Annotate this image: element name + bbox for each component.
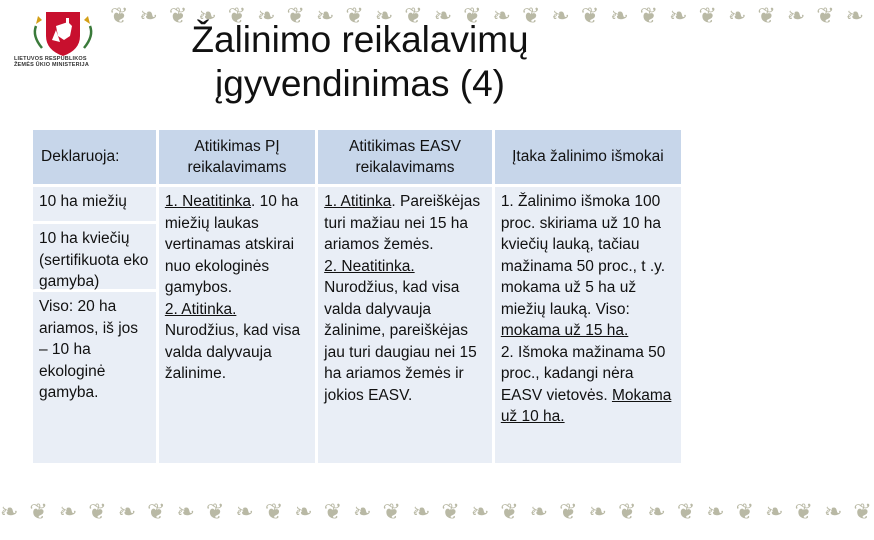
declares-column [33,187,156,463]
easv-point-1-status: 1. Atitinka [324,193,392,210]
impact-point-2-result: Mokama už 10 ha. [500,386,672,425]
pi-point-1-status: 1. Neatitinka [164,193,252,210]
payment-impact-cell [495,187,681,463]
declares-total: Viso: 20 ha ariamos, iš jos – 10 ha ekologinė gamyba. [33,292,156,463]
pi-point-2-status: 2. Atitinka. [164,300,237,318]
coat-of-arms-icon [8,6,118,58]
impact-point-1-result: mokama už 15 ha. [500,322,629,339]
header-payment-impact: Įtaka žalinimo išmokai [495,130,681,187]
impact-point-2-text: 2. Išmoka mažinama 50 proc., kadangi nėra EASV vietovės. [500,343,666,404]
table-row [33,187,681,463]
ministry-logo-text [14,56,118,68]
header-declares: Deklaruoja: [33,130,156,187]
logo-line-1: LIETUVOS RESPUBLIKOS [14,56,87,62]
decorative-border-bottom: ❧ ❦ ❧ ❦ ❧ ❦ ❧ ❦ ❧ ❦ ❧ ❦ ❧ ❦ ❧ ❦ ❧ ❦ ❧ ❦ ❧ ❦ ❧ ❦ ❧ ❦ ❧ ❦ ❧ ❦ [0,500,874,525]
easv-point-2-status: 2. Neatitinka. [324,257,415,275]
title-line-1: Žalinimo reikalavimų [191,19,529,60]
pi-point-1-text: . 10 ha miežių laukas vertinamas atskirai nuo ekologinės gamybos. [164,193,299,296]
requirements-table [30,130,684,463]
header-pi-compliance: Atitikimas PĮ reikalavimams [159,130,315,187]
title-line-2: įgyvendinimas (4) [215,63,505,104]
easv-compliance-cell [318,187,492,463]
table-header-row [33,130,681,187]
page-title [140,18,580,106]
impact-point-1-text: 1. Žalinimo išmoka 100 proc. skiriama už 10 ha kviečių lauką, tačiau mažinama 50 proc., t .y. mokama už 5 ha už miežių lauką. Viso: [500,193,666,318]
decorative-border-top: ❦ ❧ ❦ ❧ ❦ ❧ ❦ ❧ ❦ ❧ ❦ ❧ ❦ ❧ ❦ ❧ ❦ ❧ ❦ ❧ ❦ ❧ ❦ ❧ ❦ ❧ [110,4,867,29]
header-easv-compliance: Atitikimas EASV reikalavimams [318,130,492,187]
easv-point-2-text: Nurodžius, kad visa valda dalyvauja žalinime, pareiškėjas jau turi daugiau nei 15 ha ariamos žemės ir jokios EASV. [324,279,477,404]
logo-line-2: ŽEMĖS ŪKIO MINISTERIJA [14,62,89,68]
pi-compliance-cell [159,187,315,463]
pi-point-2-text: Nurodžius, kad visa valda dalyvauja žalinime. [164,322,301,382]
declares-barley: 10 ha miežių [33,187,156,221]
easv-point-1-text: . Pareiškėjas turi mažiau nei 15 ha ariamos žemės. [324,193,481,253]
declares-wheat: 10 ha kviečių (sertifikuota eko gamyba) [33,224,156,289]
